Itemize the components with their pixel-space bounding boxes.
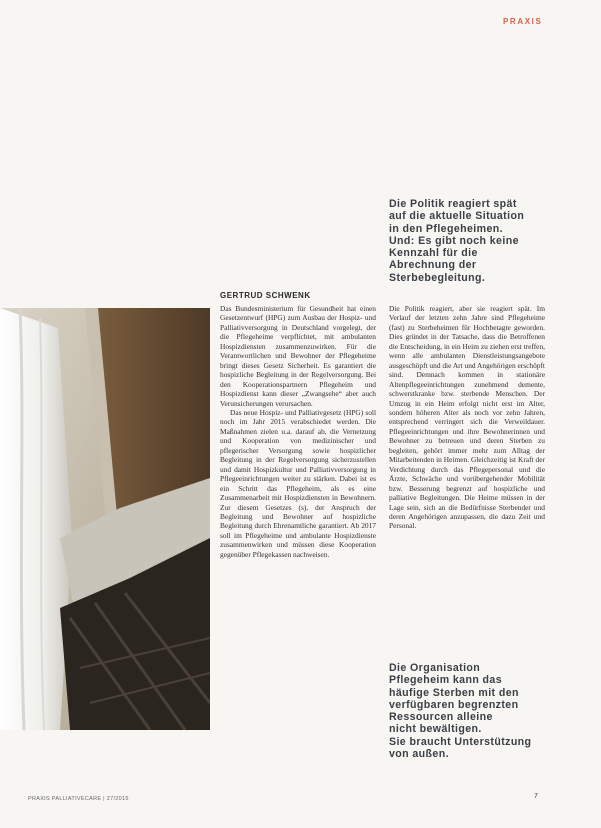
pull-quote-line: von außen. (389, 748, 449, 761)
pull-quote-line: auf die aktuelle Situation (389, 210, 525, 223)
pull-quote-line: Sterbebegleitung. (389, 271, 486, 284)
article-column-left (220, 304, 376, 559)
pull-quote-line: Ressourcen alleine (389, 711, 493, 724)
author-name: GERTRUD SCHWENK (220, 291, 311, 300)
pull-quote-top (389, 198, 561, 284)
pull-quote-line: Und: Es gibt noch keine (389, 234, 519, 247)
pull-quote-bottom (389, 662, 561, 760)
pull-quote-line: Kennzahl für die (389, 247, 478, 260)
pull-quote-line: Pflegeheim kann das (389, 674, 502, 687)
page-number: 7 (534, 793, 538, 800)
section-label: PRAXIS (503, 17, 543, 26)
article-column-right (389, 304, 545, 531)
pull-quote-line: verfügbaren begrenzten (389, 698, 519, 711)
pull-quote-line: Abrechnung der (389, 259, 477, 272)
paragraph: Die Politik reagiert, aber sie reagiert spät. Im Verlauf der letzten zehn Jahre sind Pflegeheime (fast) zu Sterbeheimen für Hochbetagte geworden. Dies gründet in der Tatsache, dass die Betroffenen die Entscheidung, in ein Heim zu ziehen erst treffen, wenn alle ambulanten Dienstleistungsangebote ausgeschöpft und die Art und Angehörigen erschöpft sind. Demnach kommen in stationäre Altenpflegeeinrichtungen zunehmend demente, schwerstkranke bzw. sterbende Menschen. Der Umzug in ein Heim erfolgt nicht erst im Alter, sondern höheren Alter als noch vor zehn Jahren, entsprechend verringert sich die Verweildauer. Pflegeeinrichtungen und ihre Bewohnerinnen und Bewohner zu betreuen und deren Sterben zu begleiten, gehört immer mehr zum Alltag der Mitarbeitenden in Heimen. Gleichzeitig ist Kraft der Verdichtung durch das Pflegepersonal und die Ärzte, Schwäche und vorübergehender Mobilität bzw. Besserung begrenzt auf hospizliche und palliative Begleitungen. Die Heime müssen in der Lage sein, sich an die Bedürfnisse Sterbender und deren Angehörigen anzupassen, die dazu Zeit und Personal. (389, 304, 545, 531)
pull-quote-line: Die Organisation (389, 662, 481, 674)
paragraph: Das neue Hospiz- und Palliativgesetz (HPG) soll noch im Jahr 2015 verabschiedet werden. Die Maßnahmen zielen u.a. darauf ab, die Vernetzung und Kooperation von medizinischer und pflegerischer Versorgung sowie hospizlicher Begleitung in der Regelversorgung sicherzustellen und damit Hospizkultur und Palliativversorgung in Pflegeeinrichtungen weiter zu stärken. Dabei ist es ein Schritt das Pflegeheim, als es eine Zusammenarbeit mit Hospizdiensten in Bewohnern. Zur diesem Gesetzes (s), der Anspruch der Begleitung und Bewohner auf hospizliche Begleitung durch Ehrenamtliche garantiert. Ab 2017 soll im Pflegeheime und ambulante Hospizdienste zusammenwirken und müssen diese Kooperation gegenüber Pflegekassen nachweisen. (220, 407, 376, 559)
pull-quote-line: in den Pflegeheimen. (389, 222, 503, 235)
pull-quote-line: nicht bewältigen. (389, 723, 482, 736)
article-photo (0, 308, 210, 730)
footer-publication: PRAXIS PALLIATIVECARE | 27/2015 (28, 796, 129, 802)
pull-quote-line: häufige Sterben mit den (389, 686, 519, 699)
paragraph: Das Bundesministerium für Gesundheit hat einen Gesetzentwurf (HPG) zum Ausbau der Hospiz- und Palliativversorgung in Deutschland vorgelegt, der die Pflegeheime verpflichtet, mit ambulanten Hospizdiensten zusammenzuwirken. Für die Verantwortlichen und Bewohner der Pflegeheime bringt dieses Gesetz Sicherheit. Es garantiert die hospizliche Begleitung in der Regelversorgung. Bei den Kooperationspartnern Pflegeheim und Hospizdienst kann dieser „Zwangsehe“ aber auch Verunsicherungen verursachen. (220, 304, 376, 408)
pull-quote-line: Sie braucht Unterstützung (389, 735, 532, 748)
pull-quote-line: Die Politik reagiert spät (389, 198, 517, 210)
photo-illustration (0, 308, 210, 730)
